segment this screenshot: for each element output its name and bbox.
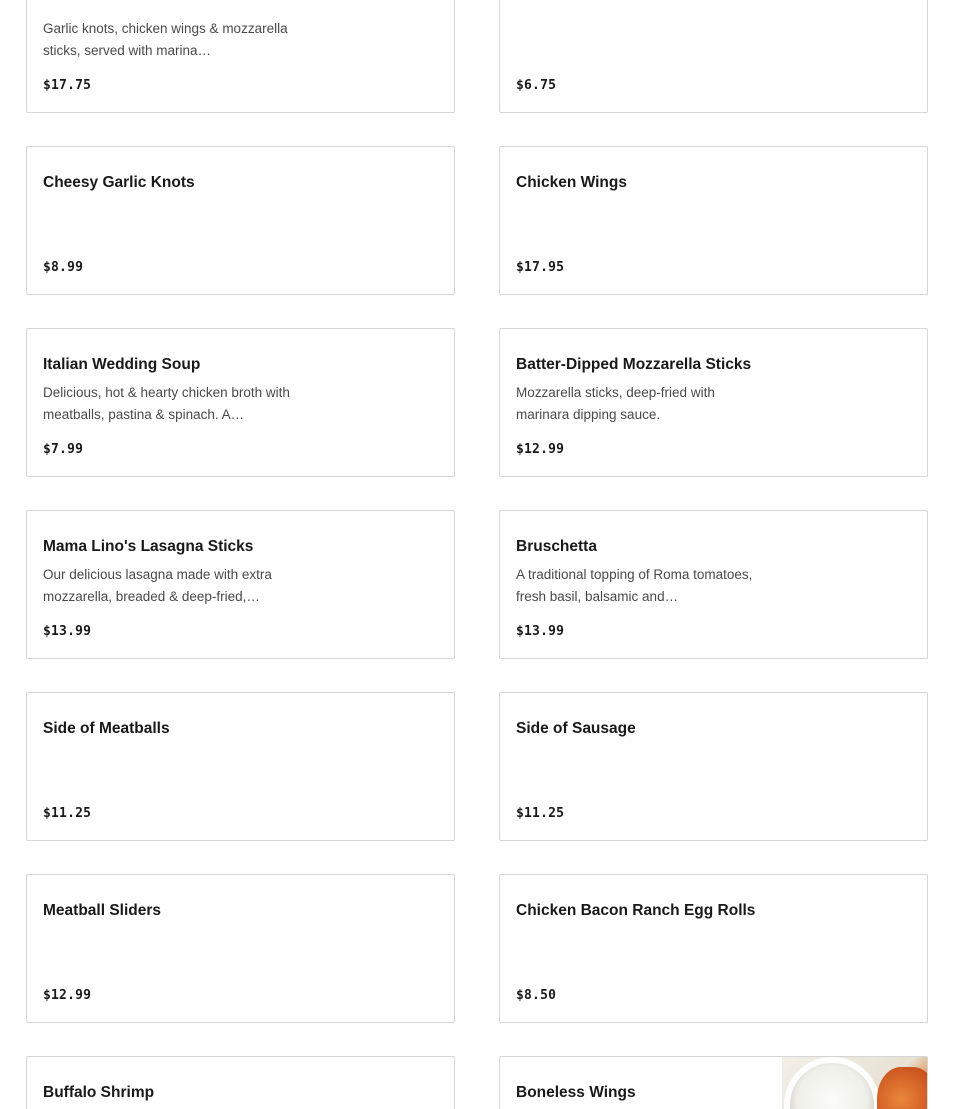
menu-item-name: Chicken Bacon Ranch Egg Rolls <box>516 902 756 919</box>
menu-item-name: Meatball Sliders <box>43 902 162 919</box>
menu-item-name: Side of Sausage <box>516 720 636 737</box>
menu-item-card[interactable] <box>499 1056 928 1109</box>
menu-item-card[interactable] <box>499 692 928 841</box>
menu-item-card[interactable] <box>26 510 455 659</box>
menu-item-price: $8.99 <box>43 260 84 275</box>
menu-item-name: Side of Meatballs <box>43 720 170 737</box>
menu-item-price: $11.25 <box>516 806 565 821</box>
menu-item-card[interactable] <box>499 0 928 113</box>
menu-item-price: $7.99 <box>43 442 84 457</box>
menu-item-card[interactable] <box>499 146 928 295</box>
menu-item-description: Garlic knots, chicken wings & mozzarella sticks, served with marina… <box>43 21 288 58</box>
menu-item-name: Buffalo Shrimp <box>43 1084 155 1101</box>
menu-item-description: A traditional topping of Roma tomatoes, fresh basil, balsamic and… <box>516 567 753 604</box>
wing-image <box>877 1067 927 1109</box>
menu-item-price: $17.95 <box>516 260 565 275</box>
menu-item-card[interactable] <box>26 1056 455 1109</box>
menu-item-card[interactable] <box>26 0 455 113</box>
menu-item-name: Chicken Wings <box>516 174 627 191</box>
menu-item-description: Our delicious lasagna made with extra mozzarella, breaded & deep-fried,… <box>43 567 272 604</box>
menu-item-card[interactable] <box>26 874 455 1023</box>
menu-item-price: $12.99 <box>516 442 565 457</box>
menu-item-grid <box>26 0 928 1109</box>
ranch-cup-image <box>790 1063 874 1109</box>
menu-item-name: Mama Lino's Lasagna Sticks <box>43 538 254 555</box>
menu-item-price: $17.75 <box>43 78 92 93</box>
menu-item-price: $13.99 <box>516 624 565 639</box>
menu-item-description: Mozzarella sticks, deep-fried with marinara dipping sauce. <box>516 385 715 422</box>
menu-item-name: Batter-Dipped Mozzarella Sticks <box>516 356 752 373</box>
menu-item-name: Cheesy Garlic Knots <box>43 174 195 191</box>
menu-item-price: $6.75 <box>516 78 557 93</box>
menu-item-description: Delicious, hot & hearty chicken broth with meatballs, pastina & spinach. A… <box>43 385 290 422</box>
menu-item-card[interactable] <box>499 510 928 659</box>
menu-item-card[interactable] <box>26 146 455 295</box>
menu-item-price: $8.50 <box>516 988 557 1003</box>
menu-item-price: $11.25 <box>43 806 92 821</box>
menu-item-card[interactable] <box>26 692 455 841</box>
menu-item-name: Bruschetta <box>516 538 597 555</box>
boneless-wings-photo <box>782 1057 927 1109</box>
menu-item-name: Italian Wedding Soup <box>43 356 201 373</box>
menu-item-card[interactable] <box>499 328 928 477</box>
menu-item-price: $12.99 <box>43 988 92 1003</box>
menu-item-card[interactable] <box>26 328 455 477</box>
menu-item-name: Boneless Wings <box>516 1084 636 1101</box>
menu-item-card[interactable] <box>499 874 928 1023</box>
menu-item-price: $13.99 <box>43 624 92 639</box>
